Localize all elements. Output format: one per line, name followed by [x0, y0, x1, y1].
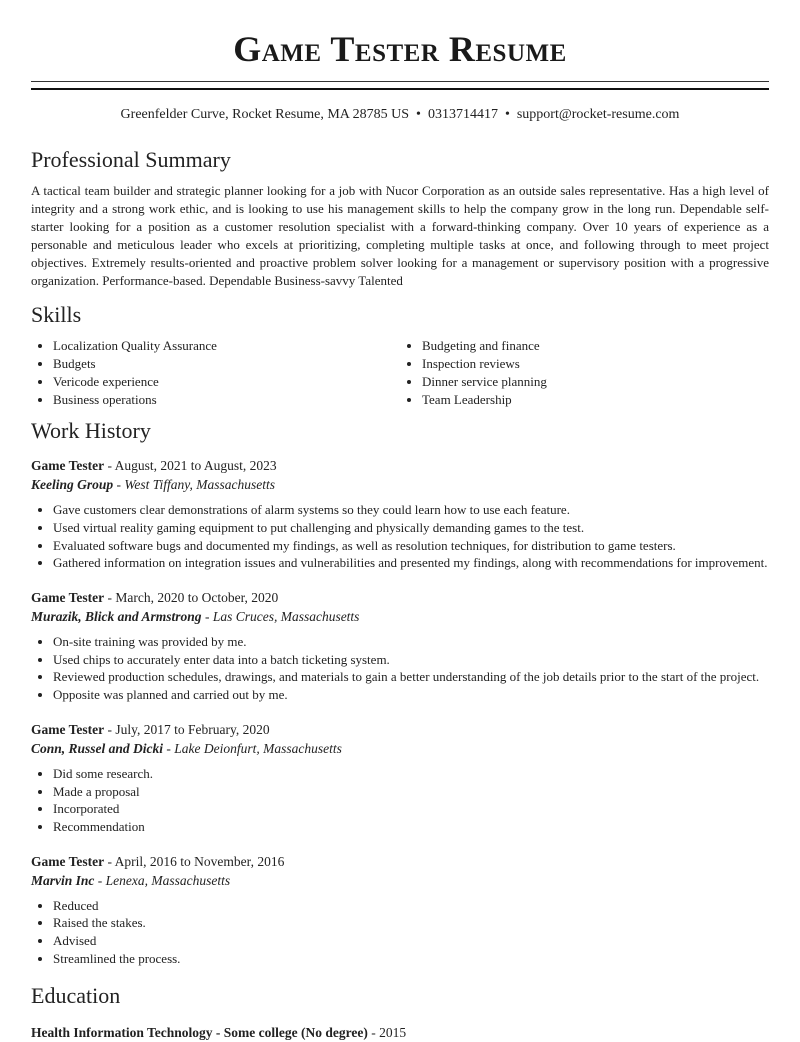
- skill-item: • Budgets: [53, 355, 400, 373]
- education-program: Health Information Technology - Some college (No degree): [31, 1024, 368, 1040]
- skill-item: • Business operations: [53, 391, 400, 409]
- skills-list-right: [400, 337, 769, 408]
- section-heading-summary: Professional Summary: [31, 147, 231, 172]
- job-bullet: • Opposite was planned and carried out by me.: [53, 686, 769, 704]
- job-entry: [31, 588, 769, 704]
- contact-phone: 0313714417: [427, 107, 498, 122]
- job-company: Marvin Inc: [31, 872, 95, 888]
- job-bullets: [31, 501, 769, 572]
- job-title: Game Tester: [31, 458, 105, 474]
- work-history-section: [31, 417, 769, 967]
- resume-title: Game Tester Resume: [233, 29, 567, 69]
- job-title-line: Game Tester - March, 2020 to October, 2020: [31, 590, 279, 606]
- skill-item: • Budgeting and finance: [422, 337, 769, 355]
- contact-email[interactable]: support@rocket-resume.com: [516, 107, 680, 122]
- job-bullet: • Advised: [53, 932, 769, 950]
- job-company-line: Murazik, Blick and Armstrong - Las Cruces, Massachusetts: [31, 609, 360, 625]
- job-location: Lake Deionfurt, Massachusetts: [174, 740, 342, 756]
- job-bullet: • Evaluated software bugs and documented my findings, as well as resolution techniques, for distribution to game testers.: [53, 537, 769, 555]
- skill-item: • Localization Quality Assurance: [53, 337, 400, 355]
- job-title: Game Tester: [31, 721, 105, 737]
- professional-summary-section: [31, 146, 769, 289]
- skill-item: • Dinner service planning: [422, 373, 769, 391]
- job-location: Las Cruces, Massachusetts: [212, 609, 360, 625]
- education-year: 2015: [379, 1024, 407, 1040]
- section-heading-work: Work History: [31, 418, 151, 444]
- skill-item: • Vericode experience: [53, 373, 400, 391]
- skill-item: • Team Leadership: [422, 391, 769, 409]
- job-bullet: • Streamlined the process.: [53, 950, 769, 968]
- job-bullet: • Did some research.: [53, 765, 769, 783]
- job-dates: August, 2021 to August, 2023: [114, 458, 277, 474]
- job-bullet: • Recommendation: [53, 818, 769, 836]
- job-company: Murazik, Blick and Armstrong: [31, 609, 202, 625]
- skills-columns: [31, 337, 769, 408]
- job-location: West Tiffany, Massachusetts: [124, 477, 276, 493]
- skill-item: • Inspection reviews: [422, 355, 769, 373]
- job-company: Conn, Russel and Dicki: [31, 740, 164, 756]
- bullet-separator: •: [504, 107, 510, 122]
- header-double-rule: [31, 81, 769, 90]
- bullet-separator: •: [416, 107, 421, 122]
- job-entry: [31, 852, 769, 968]
- job-bullet: • Made a proposal: [53, 783, 769, 801]
- job-bullet: • Incorporated: [53, 800, 769, 818]
- job-title-line: Game Tester - August, 2021 to August, 2023: [31, 458, 277, 474]
- job-bullets: [31, 897, 769, 968]
- job-title-line: Game Tester - July, 2017 to February, 2020: [31, 721, 270, 737]
- education-entry: Health Information Technology - Some college (No degree) - 2015: [31, 1024, 407, 1040]
- job-company-line: Keeling Group - West Tiffany, Massachusetts: [31, 477, 276, 493]
- job-bullet: • Reduced: [53, 897, 769, 915]
- contact-line: [31, 105, 769, 125]
- job-bullet: • Used chips to accurately enter data into a batch ticketing system.: [53, 651, 769, 669]
- job-company-line: Marvin Inc - Lenexa, Massachusetts: [31, 872, 231, 888]
- job-title-line: Game Tester - April, 2016 to November, 2016: [31, 853, 285, 869]
- job-bullets: [31, 765, 769, 836]
- job-bullets: [31, 633, 769, 704]
- summary-text: A tactical team builder and strategic planner looking for a job with Nucor Corporation as an outside sales representative. Has a high level of integrity and a strong work ethic, and is looking to use his management skills to help the company grow in the long run. Dependable self-starter looking for a position as a customer resolution specialist with a forward-thinking company. Over 10 years of experience as a personable and meticulous leader who excels at prioritizing, completing multiple tasks at once, and following through to meet project objectives. Extremely results-oriented and proactive problem solver looking for a management or supervisory position with a progressive organization. Performance-based. Dependable Business-savvy Talented: [31, 183, 769, 288]
- job-bullet: • Used virtual reality gaming equipment to put challenging and physically demanding games to the test.: [53, 519, 769, 537]
- job-dates: March, 2020 to October, 2020: [115, 590, 279, 606]
- skills-list-left: [31, 337, 400, 408]
- job-company: Keeling Group: [31, 477, 114, 493]
- job-title: Game Tester: [31, 590, 105, 606]
- education-section: [31, 982, 769, 1042]
- section-heading-skills: Skills: [31, 302, 82, 328]
- job-entry: [31, 720, 769, 836]
- section-heading-education: Education: [31, 982, 121, 1008]
- job-location: Lenexa, Massachusetts: [105, 872, 231, 888]
- job-company-line: Conn, Russel and Dicki - Lake Deionfurt, Massachusetts: [31, 740, 342, 756]
- job-entry: [31, 456, 769, 572]
- job-title: Game Tester: [31, 853, 105, 869]
- job-bullet: • Reviewed production schedules, drawings, and materials to gain a better understanding of the job details prior to the start of the project.: [53, 668, 769, 686]
- job-bullet: • On-site training was provided by me.: [53, 633, 769, 651]
- job-dates: July, 2017 to February, 2020: [115, 721, 270, 737]
- job-bullet: • Gave customers clear demonstrations of alarm systems so they could learn how to use each feature.: [53, 501, 769, 519]
- job-dates: April, 2016 to November, 2016: [114, 853, 285, 869]
- contact-address: Greenfelder Curve, Rocket Resume, MA 28785 US: [120, 107, 410, 122]
- job-bullet: • Gathered information on integration issues and vulnerabilities and presented my findings, along with recommendations for improvement.: [53, 554, 769, 572]
- skills-section: [31, 301, 769, 408]
- job-bullet: • Raised the stakes.: [53, 914, 769, 932]
